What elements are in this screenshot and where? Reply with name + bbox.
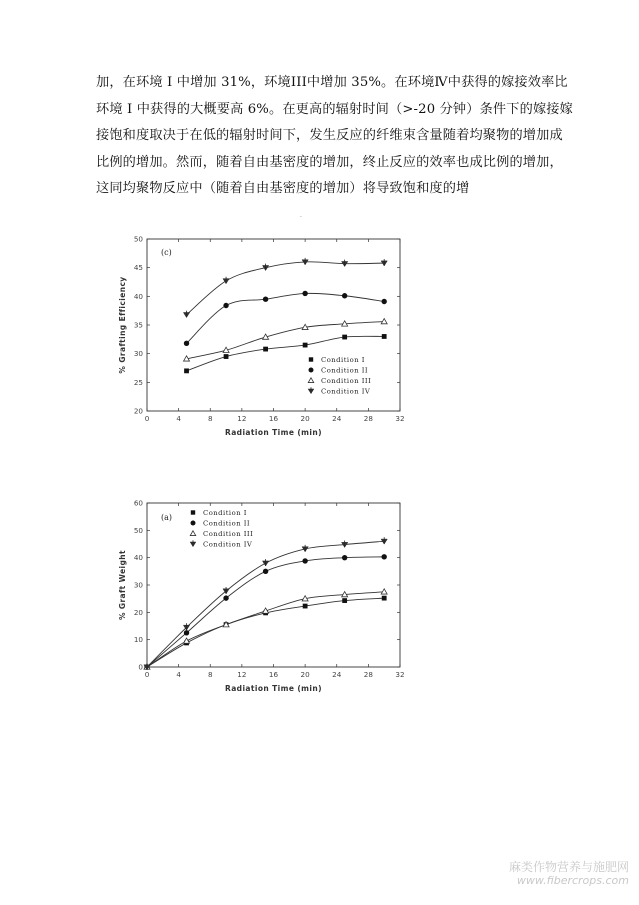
x-axis-title: Radiation Time (min) bbox=[225, 428, 322, 437]
watermark bbox=[509, 860, 629, 887]
data-point bbox=[263, 297, 268, 302]
legend-entry: Condition IV bbox=[321, 387, 371, 396]
x-tick-label: 20 bbox=[300, 670, 310, 679]
y-axis-title: % Graft Weight bbox=[118, 549, 127, 621]
legend-marker bbox=[308, 378, 314, 383]
legend-marker bbox=[191, 521, 196, 526]
data-point bbox=[342, 555, 347, 560]
y-tick-label: 25 bbox=[133, 377, 143, 387]
legend-entry: Condition IV bbox=[203, 540, 253, 549]
x-tick-label: 28 bbox=[363, 414, 373, 423]
data-point bbox=[342, 293, 347, 298]
chart-panel-1 bbox=[118, 235, 405, 438]
data-point bbox=[184, 630, 189, 635]
series-2 bbox=[184, 291, 387, 346]
panel-label: (a) bbox=[161, 513, 173, 522]
legend-marker bbox=[309, 368, 314, 373]
plot-frame bbox=[147, 239, 400, 411]
series-3 bbox=[184, 319, 388, 362]
data-point bbox=[381, 554, 386, 559]
legend-marker bbox=[309, 357, 313, 361]
x-tick-label: 16 bbox=[268, 414, 279, 423]
data-point bbox=[302, 558, 307, 563]
paragraph-line: 比例的增加。然而，随着自由基密度的增加，终止反应的效率也成比例的增加， bbox=[96, 154, 563, 170]
chart-panel-2 bbox=[118, 499, 405, 694]
legend-marker bbox=[191, 510, 195, 514]
legend-entry: Condition II bbox=[321, 366, 369, 375]
legend-entry: Condition II bbox=[203, 519, 251, 528]
panel-label: (c) bbox=[161, 248, 172, 257]
x-tick-label: 20 bbox=[300, 414, 310, 423]
data-point bbox=[184, 341, 189, 346]
x-tick-label: 32 bbox=[395, 670, 405, 679]
x-tick-label: 24 bbox=[332, 670, 342, 679]
x-tick-label: 0 bbox=[144, 670, 150, 679]
y-axis-title: % Grafting Efficiency bbox=[118, 276, 127, 374]
legend-marker bbox=[190, 531, 196, 536]
data-point bbox=[302, 291, 307, 296]
watermark-site-name: 麻类作物营养与施肥网 bbox=[508, 860, 629, 874]
series-line bbox=[187, 293, 385, 343]
paragraph-line: 接饱和度取决于在低的辐射时间下，发生反应的纤维束含量随着均聚物的增加成 bbox=[96, 128, 563, 143]
data-point bbox=[381, 589, 387, 594]
data-point bbox=[184, 368, 189, 373]
data-point bbox=[382, 596, 387, 601]
x-tick-label: 4 bbox=[176, 670, 181, 679]
y-tick-label: 60 bbox=[133, 498, 143, 508]
watermark-url: www.fibercrops.com bbox=[516, 874, 629, 887]
x-tick-label: 24 bbox=[332, 414, 342, 423]
x-tick-label: 12 bbox=[237, 414, 247, 423]
y-tick-label: 20 bbox=[133, 406, 143, 416]
data-point bbox=[223, 303, 228, 308]
data-point bbox=[342, 598, 347, 603]
data-point bbox=[263, 569, 268, 574]
legend bbox=[190, 509, 253, 549]
y-tick-label: 10 bbox=[133, 635, 143, 645]
series-line bbox=[147, 592, 384, 667]
series-line bbox=[187, 262, 385, 315]
data-point bbox=[342, 335, 347, 340]
data-point bbox=[381, 319, 387, 324]
y-tick-label: 35 bbox=[133, 320, 143, 330]
y-tick-label: 45 bbox=[133, 263, 143, 273]
y-tick-label: 40 bbox=[133, 553, 143, 563]
series-4 bbox=[183, 258, 387, 318]
legend-entry: Condition I bbox=[203, 509, 247, 517]
data-point bbox=[223, 595, 228, 600]
y-tick-label: 50 bbox=[133, 525, 143, 535]
series-line bbox=[187, 322, 385, 359]
data-point bbox=[263, 347, 268, 352]
paragraph-line: 这同均聚物反应中（随着自由基密度的增加）将导致饱和度的增 bbox=[96, 181, 470, 196]
paragraph-line: 环境 I 中获得的大概要高 6%。在更高的辐射时间（>-20 分钟）条件下的嫁接嫁 bbox=[96, 101, 573, 117]
data-point bbox=[303, 343, 308, 348]
legend bbox=[308, 356, 371, 396]
separator-mark: · bbox=[300, 214, 302, 221]
paragraph-line: 加，在环境 I 中增加 31%，环境III中增加 35%。在环境Ⅳ中获得的嫁接效率比 bbox=[96, 75, 568, 90]
series-3 bbox=[144, 589, 387, 669]
data-point bbox=[382, 334, 387, 339]
x-tick-label: 12 bbox=[237, 670, 247, 679]
y-tick-label: 50 bbox=[133, 234, 143, 244]
x-tick-label: 0 bbox=[144, 414, 150, 423]
data-point bbox=[224, 354, 229, 359]
x-tick-label: 4 bbox=[176, 414, 181, 423]
y-tick-label: 30 bbox=[133, 580, 143, 590]
legend-entry: Condition I bbox=[321, 356, 365, 364]
x-tick-label: 8 bbox=[207, 414, 213, 423]
x-tick-label: 8 bbox=[207, 670, 213, 679]
y-tick-label: 30 bbox=[133, 349, 143, 359]
x-tick-label: 28 bbox=[363, 670, 373, 679]
x-tick-label: 32 bbox=[395, 414, 405, 423]
data-point bbox=[303, 604, 308, 609]
legend-entry: Condition III bbox=[203, 530, 254, 538]
x-tick-label: 16 bbox=[268, 670, 279, 679]
y-tick-label: 0 bbox=[138, 662, 143, 672]
data-point bbox=[381, 299, 386, 304]
y-tick-label: 40 bbox=[133, 291, 143, 301]
legend-entry: Condition III bbox=[321, 377, 372, 385]
y-tick-label: 20 bbox=[133, 607, 143, 617]
x-axis-title: Radiation Time (min) bbox=[225, 684, 322, 693]
